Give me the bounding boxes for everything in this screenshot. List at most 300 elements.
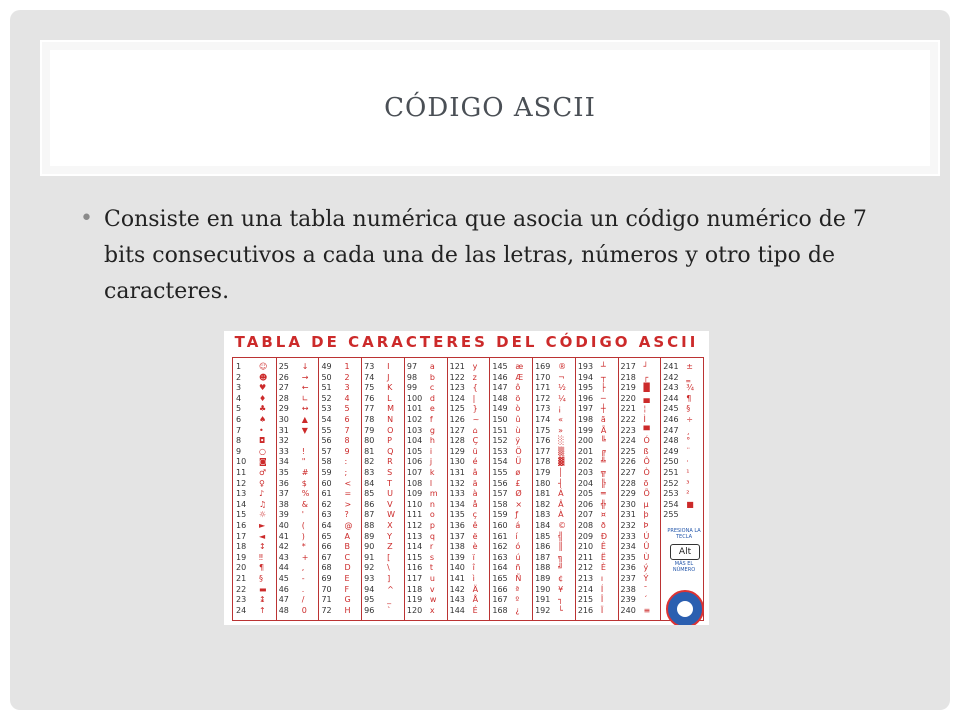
ascii-glyph: " (301, 457, 306, 467)
ascii-glyph: ú (515, 552, 521, 562)
ascii-glyph: ▼ (301, 425, 308, 435)
ascii-code: 186 (535, 542, 551, 552)
ascii-code: 246 (663, 415, 679, 424)
ascii-glyph: ┌ (643, 372, 649, 382)
slide-title: CÓDIGO ASCII (384, 93, 596, 123)
ascii-glyph: ï (472, 552, 475, 562)
ascii-glyph: ◙ (259, 457, 267, 467)
ascii-code: 217 (620, 362, 636, 371)
ascii-code: 183 (535, 510, 551, 520)
ascii-code: 95 (364, 595, 375, 605)
ascii-code: 99 (406, 383, 418, 393)
ascii-glyph: R (387, 457, 393, 467)
ascii-glyph: ╗ (558, 552, 563, 562)
ascii-code: 123 (449, 383, 465, 393)
ascii-code: 233 (620, 531, 636, 541)
ascii-code: 62 (321, 499, 332, 509)
ascii-glyph: ÷ (686, 415, 693, 424)
ascii-glyph: ù (515, 425, 521, 435)
ascii-glyph: ´ (643, 595, 648, 605)
ascii-glyph: 6 (344, 415, 350, 424)
ascii-code: 225 (620, 446, 636, 456)
ascii-code: 175 (535, 425, 551, 435)
ascii-glyph: £ (515, 478, 521, 488)
ascii-code: 253 (663, 489, 679, 499)
ascii-glyph: Q (387, 446, 394, 456)
ascii-glyph: ¹ (686, 468, 690, 477)
ascii-code: 190 (535, 584, 551, 594)
ascii-code: 3 (236, 383, 242, 393)
ascii-code: 222 (620, 415, 636, 424)
ascii-glyph: ¦ (643, 404, 647, 414)
ascii-code: 7 (236, 425, 242, 435)
ascii-code: 200 (577, 436, 594, 446)
ascii-code: 46 (278, 584, 289, 594)
ascii-glyph: h (429, 436, 435, 446)
ascii-code: 67 (321, 552, 332, 562)
ascii-code: 70 (321, 584, 332, 594)
ascii-glyph: È (600, 563, 606, 573)
ascii-glyph: ☺ (259, 362, 268, 371)
alt-note: PRESIONA LA TECLA (667, 528, 701, 540)
ascii-glyph: Õ (643, 489, 650, 499)
ascii-glyph: ░ (558, 436, 565, 446)
ascii-glyph: ▒ (558, 446, 565, 456)
ascii-glyph: L (387, 393, 392, 403)
ascii-glyph: ä (472, 478, 478, 488)
ascii-code: 151 (492, 425, 508, 435)
ascii-code: 165 (492, 574, 508, 583)
ascii-glyph: ╦ (600, 468, 606, 477)
ascii-glyph: ║ (558, 542, 563, 552)
ascii-glyph: Þ (643, 521, 649, 530)
ascii-glyph: d (429, 393, 435, 403)
ascii-code: 178 (535, 457, 551, 467)
ascii-glyph: u (429, 574, 435, 583)
ascii-code: 243 (663, 383, 679, 393)
ascii-glyph: ¨ (686, 446, 691, 456)
ascii-code: 162 (492, 542, 508, 552)
ascii-glyph: ═ (600, 489, 606, 499)
ascii-glyph: Ú (643, 531, 650, 541)
ascii-glyph: O (387, 425, 394, 435)
ascii-code: 134 (449, 499, 465, 509)
ascii-code: 255 (663, 510, 679, 520)
ascii-code: 220 (620, 393, 636, 403)
ascii-code: 41 (278, 531, 289, 541)
ascii-code: 147 (492, 383, 508, 393)
ascii-code: 166 (492, 584, 508, 594)
ascii-code: 191 (535, 595, 551, 605)
ascii-code: 104 (406, 436, 423, 446)
ascii-code: 176 (535, 436, 551, 446)
ascii-code: 27 (278, 383, 289, 393)
ascii-glyph: ☻ (259, 372, 268, 382)
ascii-code: 208 (577, 521, 594, 530)
ascii-code: 86 (364, 499, 375, 509)
ascii-code: 245 (663, 404, 679, 414)
ascii-glyph: c (429, 383, 435, 393)
ascii-glyph: ◄ (259, 531, 266, 541)
ascii-code: 48 (278, 605, 289, 615)
ascii-code: 240 (620, 605, 636, 615)
ascii-code: 214 (577, 584, 594, 594)
ascii-code: 144 (449, 605, 465, 615)
ascii-glyph: r (429, 542, 434, 552)
ascii-glyph: ╝ (558, 563, 563, 573)
ascii-code: 89 (364, 531, 375, 541)
ascii-code: 56 (321, 436, 332, 446)
ascii-glyph: └ (558, 605, 563, 615)
ascii-glyph: A (344, 531, 350, 541)
ascii-glyph: ← (301, 383, 309, 393)
ascii-code: 124 (449, 393, 465, 403)
ascii-glyph: ¶ (259, 563, 265, 573)
ascii-code: 121 (449, 362, 465, 371)
ascii-glyph: ø (515, 468, 521, 477)
ascii-code: 163 (492, 552, 508, 562)
ascii-code: 26 (278, 372, 289, 382)
ascii-code: 251 (663, 468, 679, 477)
ascii-code: 21 (236, 574, 247, 583)
ascii-glyph: Ã (600, 425, 607, 435)
ascii-glyph: ▲ (301, 415, 308, 424)
ascii-code: 223 (620, 425, 636, 435)
ascii-glyph: ╬ (600, 499, 606, 509)
ascii-glyph: 7 (344, 425, 350, 435)
ascii-code: 185 (535, 531, 551, 541)
ascii-code: 44 (278, 563, 289, 573)
ascii-glyph: ♠ (259, 415, 267, 424)
ascii-code: 52 (321, 393, 332, 403)
ascii-code: 172 (535, 393, 551, 403)
ascii-code: 79 (364, 425, 375, 435)
ascii-table-image (224, 331, 709, 625)
ascii-glyph: S (387, 468, 393, 477)
ascii-glyph: ┐ (558, 595, 563, 605)
ascii-code: 69 (321, 574, 332, 583)
ascii-glyph: ♪ (259, 489, 265, 499)
ascii-glyph: X (387, 521, 393, 530)
ascii-glyph: i (429, 446, 433, 456)
ascii-code: 164 (492, 563, 508, 573)
ascii-code: 63 (321, 510, 332, 520)
ascii-glyph: í (515, 531, 518, 541)
ascii-glyph: ¢ (558, 574, 564, 583)
ascii-code: 187 (535, 552, 551, 562)
ascii-code: 196 (577, 393, 594, 403)
ascii-glyph: À (558, 510, 564, 520)
ascii-glyph: è (472, 542, 478, 552)
ascii-glyph: H (344, 605, 351, 615)
ascii-code: 135 (449, 510, 465, 520)
ascii-glyph: % (301, 489, 310, 499)
ascii-code: 174 (535, 415, 551, 424)
ascii-glyph: ↔ (301, 404, 309, 414)
ascii-glyph: ^ (387, 584, 394, 594)
title-placeholder (40, 40, 940, 176)
ascii-code: 109 (406, 489, 423, 499)
ascii-glyph: E (344, 574, 350, 583)
ascii-code: 96 (364, 605, 375, 615)
ascii-code: 116 (406, 563, 423, 573)
ascii-glyph: M (387, 404, 395, 414)
ascii-glyph: $ (301, 478, 307, 488)
ascii-glyph: J (387, 372, 390, 382)
ascii-code: 141 (449, 574, 465, 583)
ascii-glyph: b (429, 372, 435, 382)
ascii-glyph: ♫ (259, 499, 267, 509)
ascii-glyph: ° (686, 436, 691, 446)
ascii-code: 142 (449, 584, 465, 594)
ascii-code: 17 (236, 531, 247, 541)
ascii-code: 218 (620, 372, 636, 382)
ascii-code: 248 (663, 436, 679, 446)
ascii-glyph: ³ (686, 478, 690, 488)
ascii-glyph: ┼ (600, 404, 606, 414)
ascii-code: 160 (492, 521, 508, 530)
ascii-code: 212 (577, 563, 594, 573)
ascii-code: 29 (278, 404, 289, 414)
ascii-glyph: { (472, 383, 478, 393)
ascii-code: 47 (278, 595, 289, 605)
ascii-code: 210 (577, 542, 594, 552)
ascii-code: 140 (449, 563, 465, 573)
ascii-code: 53 (321, 404, 332, 414)
ascii-glyph: @ (344, 521, 353, 530)
ascii-code: 235 (620, 552, 636, 562)
ascii-glyph: │ (558, 468, 563, 477)
ascii-code: 239 (620, 595, 636, 605)
ascii-code: 20 (236, 563, 247, 573)
ascii-glyph: ò (515, 404, 521, 414)
ascii-code: 111 (406, 510, 423, 520)
ascii-code: 35 (278, 468, 289, 477)
ascii-glyph: ¼ (558, 393, 566, 403)
ascii-table-grid (232, 357, 704, 621)
ascii-glyph: ∟ (301, 393, 309, 403)
ascii-glyph: - (301, 574, 305, 583)
ascii-glyph: å (472, 499, 478, 509)
ascii-code: 45 (278, 574, 289, 583)
ascii-glyph: þ (643, 510, 649, 520)
ascii-glyph: ♀ (259, 478, 265, 488)
ascii-glyph: ‗ (686, 372, 691, 382)
ascii-glyph: C (344, 552, 351, 562)
ascii-glyph: ○ (259, 446, 266, 456)
ascii-glyph: > (344, 499, 352, 509)
ascii-glyph: \ (387, 563, 390, 573)
ascii-glyph: T (387, 478, 393, 488)
ascii-glyph: ô (515, 383, 521, 393)
ascii-code: 132 (449, 478, 465, 488)
ascii-glyph: P (387, 436, 392, 446)
ascii-code: 170 (535, 372, 551, 382)
ascii-code: 6 (236, 415, 242, 424)
ascii-code: 230 (620, 499, 636, 509)
ascii-glyph: ¸ (686, 425, 691, 435)
ascii-code: 133 (449, 489, 465, 499)
ascii-code: 106 (406, 457, 423, 467)
ascii-glyph: Ö (515, 446, 522, 456)
ascii-glyph: f (429, 415, 433, 424)
ascii-code: 194 (577, 372, 594, 382)
ascii-table-title: TABLA DE CARACTERES DEL CÓDIGO ASCII (234, 333, 699, 351)
ascii-glyph: ì (472, 574, 475, 583)
ascii-code: 74 (364, 372, 375, 382)
ascii-glyph: 4 (344, 393, 350, 403)
ascii-glyph: ) (301, 531, 305, 541)
ascii-code: 1 (236, 362, 242, 371)
ascii-code: 158 (492, 499, 508, 509)
ascii-code: 60 (321, 478, 332, 488)
ascii-code: 50 (321, 372, 332, 382)
ascii-code: 94 (364, 584, 375, 594)
ascii-glyph: [ (387, 552, 391, 562)
ascii-glyph: Ò (643, 468, 650, 477)
ascii-code: 125 (449, 404, 465, 414)
ascii-glyph: : (344, 457, 348, 467)
ascii-glyph: a (429, 362, 435, 371)
ascii-code: 171 (535, 383, 551, 393)
ascii-code: 75 (364, 383, 375, 393)
ascii-glyph: ▬ (259, 584, 267, 594)
ascii-code: 102 (406, 415, 423, 424)
ascii-code: 78 (364, 415, 375, 424)
ascii-code: 138 (449, 542, 465, 552)
ascii-code: 159 (492, 510, 508, 520)
ascii-code: 64 (321, 521, 332, 530)
ascii-glyph: m (429, 489, 438, 499)
ascii-glyph: ' (301, 510, 304, 520)
ascii-glyph: ] (387, 574, 391, 583)
ascii-glyph: ↕ (259, 542, 266, 552)
ascii-code: 15 (236, 510, 247, 520)
ascii-code: 77 (364, 404, 375, 414)
ascii-glyph: • (259, 425, 264, 435)
ascii-code: 238 (620, 584, 636, 594)
ascii-code: 93 (364, 574, 375, 583)
ascii-glyph: x (429, 605, 435, 615)
ascii-code: 120 (406, 605, 423, 615)
bullet-icon: • (80, 206, 93, 231)
ascii-code: 198 (577, 415, 594, 424)
ascii-code: 65 (321, 531, 332, 541)
ascii-code: 136 (449, 521, 465, 530)
ascii-glyph: Ñ (515, 574, 522, 583)
ascii-code: 252 (663, 478, 679, 488)
ascii-glyph: ╠ (600, 478, 606, 488)
ascii-code: 229 (620, 489, 636, 499)
ascii-glyph: · (686, 457, 689, 467)
ascii-code: 206 (577, 499, 594, 509)
ascii-glyph: ¬ (558, 372, 565, 382)
ascii-code: 254 (663, 499, 679, 509)
ascii-code: 18 (236, 542, 247, 552)
ascii-code: 145 (492, 362, 508, 371)
ascii-code: 193 (577, 362, 594, 371)
ascii-code: 247 (663, 425, 679, 435)
ascii-glyph: Ô (643, 457, 650, 467)
ascii-code: 152 (492, 436, 508, 446)
ascii-code: 76 (364, 393, 375, 403)
ascii-glyph: j (429, 457, 433, 467)
alt-key-icon: Alt (670, 544, 700, 560)
ascii-glyph: Û (643, 542, 650, 552)
ascii-glyph: ª (515, 584, 520, 594)
ascii-code: 58 (321, 457, 332, 467)
ascii-glyph: ├ (600, 383, 606, 393)
ascii-glyph: U (387, 489, 394, 499)
ascii-code: 213 (577, 574, 594, 583)
ascii-glyph: # (301, 468, 309, 477)
ascii-code: 232 (620, 521, 636, 530)
ascii-code: 105 (406, 446, 423, 456)
ascii-glyph: o (429, 510, 435, 520)
ascii-code: 39 (278, 510, 289, 520)
ascii-code: 92 (364, 563, 375, 573)
ascii-code: 143 (449, 595, 465, 605)
ascii-glyph: V (387, 499, 393, 509)
ascii-code: 9 (236, 446, 242, 456)
ascii-code: 226 (620, 457, 636, 467)
ascii-code: 228 (620, 478, 636, 488)
ascii-glyph: + (301, 552, 309, 562)
ascii-code: 61 (321, 489, 332, 499)
ascii-code: 234 (620, 542, 636, 552)
ascii-code: 249 (663, 446, 679, 456)
ascii-code: 13 (236, 489, 247, 499)
ascii-code: 128 (449, 436, 465, 446)
ascii-code: 97 (406, 362, 418, 371)
ascii-glyph: ÿ (515, 436, 521, 446)
ascii-glyph: e (429, 404, 435, 414)
ascii-glyph: ñ (515, 563, 521, 573)
ascii-code: 42 (278, 542, 289, 552)
ascii-code: 16 (236, 521, 247, 530)
ascii-glyph: Ó (643, 436, 650, 446)
ascii-glyph: ▄ (643, 393, 650, 403)
ascii-glyph: N (387, 415, 394, 424)
ascii-code: 126 (449, 415, 465, 424)
ascii-glyph: î (472, 563, 475, 573)
ascii-glyph: ç (472, 510, 478, 520)
ascii-code: 236 (620, 563, 636, 573)
ascii-code: 66 (321, 542, 332, 552)
ascii-glyph: s (429, 552, 435, 562)
ascii-glyph: p (429, 521, 435, 530)
ascii-glyph: é (472, 457, 478, 467)
ascii-glyph: ; (344, 468, 348, 477)
ascii-glyph: < (344, 478, 352, 488)
ascii-glyph: Á (558, 489, 564, 499)
ascii-code: 2 (236, 372, 242, 382)
ascii-glyph: * (301, 542, 306, 552)
ascii-code: 33 (278, 446, 289, 456)
ascii-code: 201 (577, 446, 594, 456)
ascii-glyph: ‼ (259, 552, 263, 562)
ascii-code: 19 (236, 552, 247, 562)
ascii-code: 197 (577, 404, 594, 414)
ascii-glyph: á (515, 521, 521, 530)
ascii-glyph: Ø (515, 489, 522, 499)
ascii-glyph: Y (387, 531, 393, 541)
ascii-glyph: Ç (472, 436, 479, 446)
ascii-glyph: q (429, 531, 435, 541)
ascii-glyph: æ (515, 362, 524, 371)
ascii-glyph: = (344, 489, 352, 499)
ascii-glyph: z (472, 372, 477, 382)
